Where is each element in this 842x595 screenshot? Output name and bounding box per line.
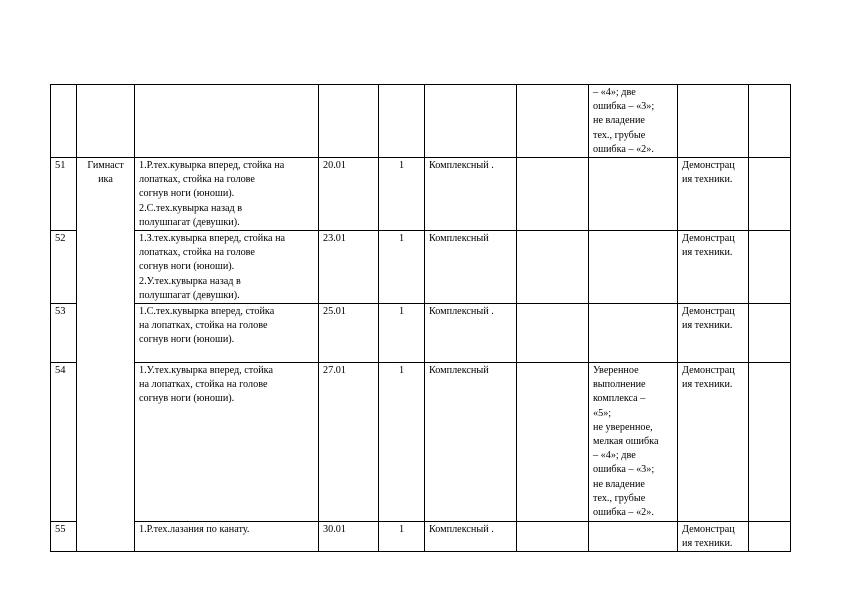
lesson-note <box>678 363 749 522</box>
criteria-line: тех., грубые <box>593 129 646 141</box>
criteria-line: ошибка – «2». <box>593 507 654 519</box>
extra-cell <box>749 363 791 522</box>
criteria-line: – «4»; две <box>593 87 636 98</box>
table-row <box>51 231 791 304</box>
empty-cell <box>517 304 589 363</box>
note-cell <box>678 85 749 158</box>
criteria-line: ошибка – «3»; <box>593 464 655 476</box>
continuation-row <box>51 85 791 158</box>
empty-cell <box>517 158 589 231</box>
type-cell <box>425 85 517 158</box>
lesson-hours: 1 <box>379 304 425 363</box>
empty-cell <box>517 522 589 552</box>
lesson-note <box>678 158 749 231</box>
table-row <box>51 522 791 552</box>
lesson-content <box>135 231 319 304</box>
criteria-line: Уверенное <box>593 365 639 377</box>
note-line: ия техники. <box>682 379 733 391</box>
criteria-line: ошибка – «2». <box>593 143 654 155</box>
section-label-line: ика <box>98 174 113 186</box>
note-line: Демонстрац <box>682 306 735 318</box>
criteria-cell <box>589 231 678 304</box>
criteria-cell <box>589 304 678 363</box>
note-line: Демонстрац <box>682 160 735 172</box>
lesson-number: 54 <box>51 363 77 522</box>
note-line: ия техники. <box>682 538 733 550</box>
table-row <box>51 158 791 231</box>
content-line: лопатках, стойка на голове <box>139 247 255 259</box>
lesson-number: 55 <box>51 522 77 552</box>
note-line: ия техники. <box>682 247 733 259</box>
lesson-date: 20.01 <box>319 158 379 231</box>
lesson-date: 23.01 <box>319 231 379 304</box>
lesson-content <box>135 363 319 522</box>
content-line: согнув ноги (юноши). <box>139 261 235 273</box>
content-line: на лопатках, стойка на голове <box>139 379 268 391</box>
content-line: 1.С.тех.кувырка вперед, стойка <box>139 306 275 318</box>
criteria-cell <box>589 85 678 158</box>
lesson-number: 51 <box>51 158 77 231</box>
content-line: лопатках, стойка на голове <box>139 174 255 186</box>
lesson-hours: 1 <box>379 231 425 304</box>
note-line: ия техники. <box>682 174 733 186</box>
lesson-content <box>135 304 319 363</box>
criteria-cell <box>589 158 678 231</box>
num-cell <box>51 85 77 158</box>
criteria-cell <box>589 522 678 552</box>
lesson-type: Комплексный <box>425 363 517 522</box>
lesson-hours: 1 <box>379 363 425 522</box>
empty-cell <box>517 363 589 522</box>
criteria-line: ошибка – «3»; <box>593 101 655 113</box>
criteria-line: тех., грубые <box>593 492 646 504</box>
content-line: согнув ноги (юноши). <box>139 334 235 346</box>
lesson-hours: 1 <box>379 158 425 231</box>
extra-cell <box>749 304 791 363</box>
table-row <box>51 363 791 522</box>
content-line: согнув ноги (юноши). <box>139 188 235 200</box>
hours-cell <box>379 85 425 158</box>
lesson-content <box>135 158 319 231</box>
note-line: Демонстрац <box>682 233 735 245</box>
lesson-content <box>135 522 319 552</box>
section-label-line: Гимнаст <box>87 160 124 172</box>
note-line: Демонстрац <box>682 524 735 536</box>
content-line: на лопатках, стойка на голове <box>139 320 268 332</box>
criteria-line: мелкая ошибка <box>593 436 659 448</box>
content-line: 2.С.тех.кувырка назад в <box>139 202 243 214</box>
criteria-line: не владение <box>593 115 645 127</box>
table-row <box>51 304 791 363</box>
lesson-type: Комплексный . <box>425 304 517 363</box>
empty-cell <box>517 85 589 158</box>
content-line: 1.З.тех.кувырка вперед, стойка на <box>139 233 286 245</box>
lesson-date: 30.01 <box>319 522 379 552</box>
lesson-number: 53 <box>51 304 77 363</box>
criteria-line: не владение <box>593 478 645 490</box>
lesson-number: 52 <box>51 231 77 304</box>
section-label <box>77 158 135 552</box>
section-cell <box>77 85 135 158</box>
lesson-note <box>678 231 749 304</box>
criteria-line: выполнение <box>593 379 646 391</box>
content-cell <box>135 85 319 158</box>
lesson-type: Комплексный . <box>425 522 517 552</box>
lesson-hours: 1 <box>379 522 425 552</box>
lesson-note <box>678 522 749 552</box>
content-line: 1.Р.тех.лазания по канату. <box>139 524 250 536</box>
lesson-type: Комплексный . <box>425 158 517 231</box>
content-line: согнув ноги (юноши). <box>139 393 235 405</box>
content-line: 1.Р.тех.кувырка вперед, стойка на <box>139 160 285 172</box>
extra-cell <box>749 231 791 304</box>
extra-cell <box>749 522 791 552</box>
lesson-date: 27.01 <box>319 363 379 522</box>
content-line: 1.У.тех.кувырка вперед, стойка <box>139 365 273 377</box>
empty-cell <box>517 231 589 304</box>
date-cell <box>319 85 379 158</box>
lesson-type: Комплексный <box>425 231 517 304</box>
lesson-plan-table <box>50 84 791 552</box>
criteria-line: «5»; <box>593 407 612 419</box>
criteria-line: комплекса – <box>593 393 646 405</box>
extra-cell <box>749 85 791 158</box>
note-line: Демонстрац <box>682 365 735 377</box>
extra-cell <box>749 158 791 231</box>
note-line: ия техники. <box>682 320 733 332</box>
lesson-date: 25.01 <box>319 304 379 363</box>
criteria-line: – «4»; две <box>593 450 636 462</box>
criteria-cell <box>589 363 678 522</box>
content-line: полушпагат (девушки). <box>139 216 240 228</box>
content-line: полушпагат (девушки). <box>139 289 240 301</box>
content-line: 2.У.тех.кувырка назад в <box>139 275 241 287</box>
criteria-line: не уверенное, <box>593 421 653 433</box>
lesson-note <box>678 304 749 363</box>
